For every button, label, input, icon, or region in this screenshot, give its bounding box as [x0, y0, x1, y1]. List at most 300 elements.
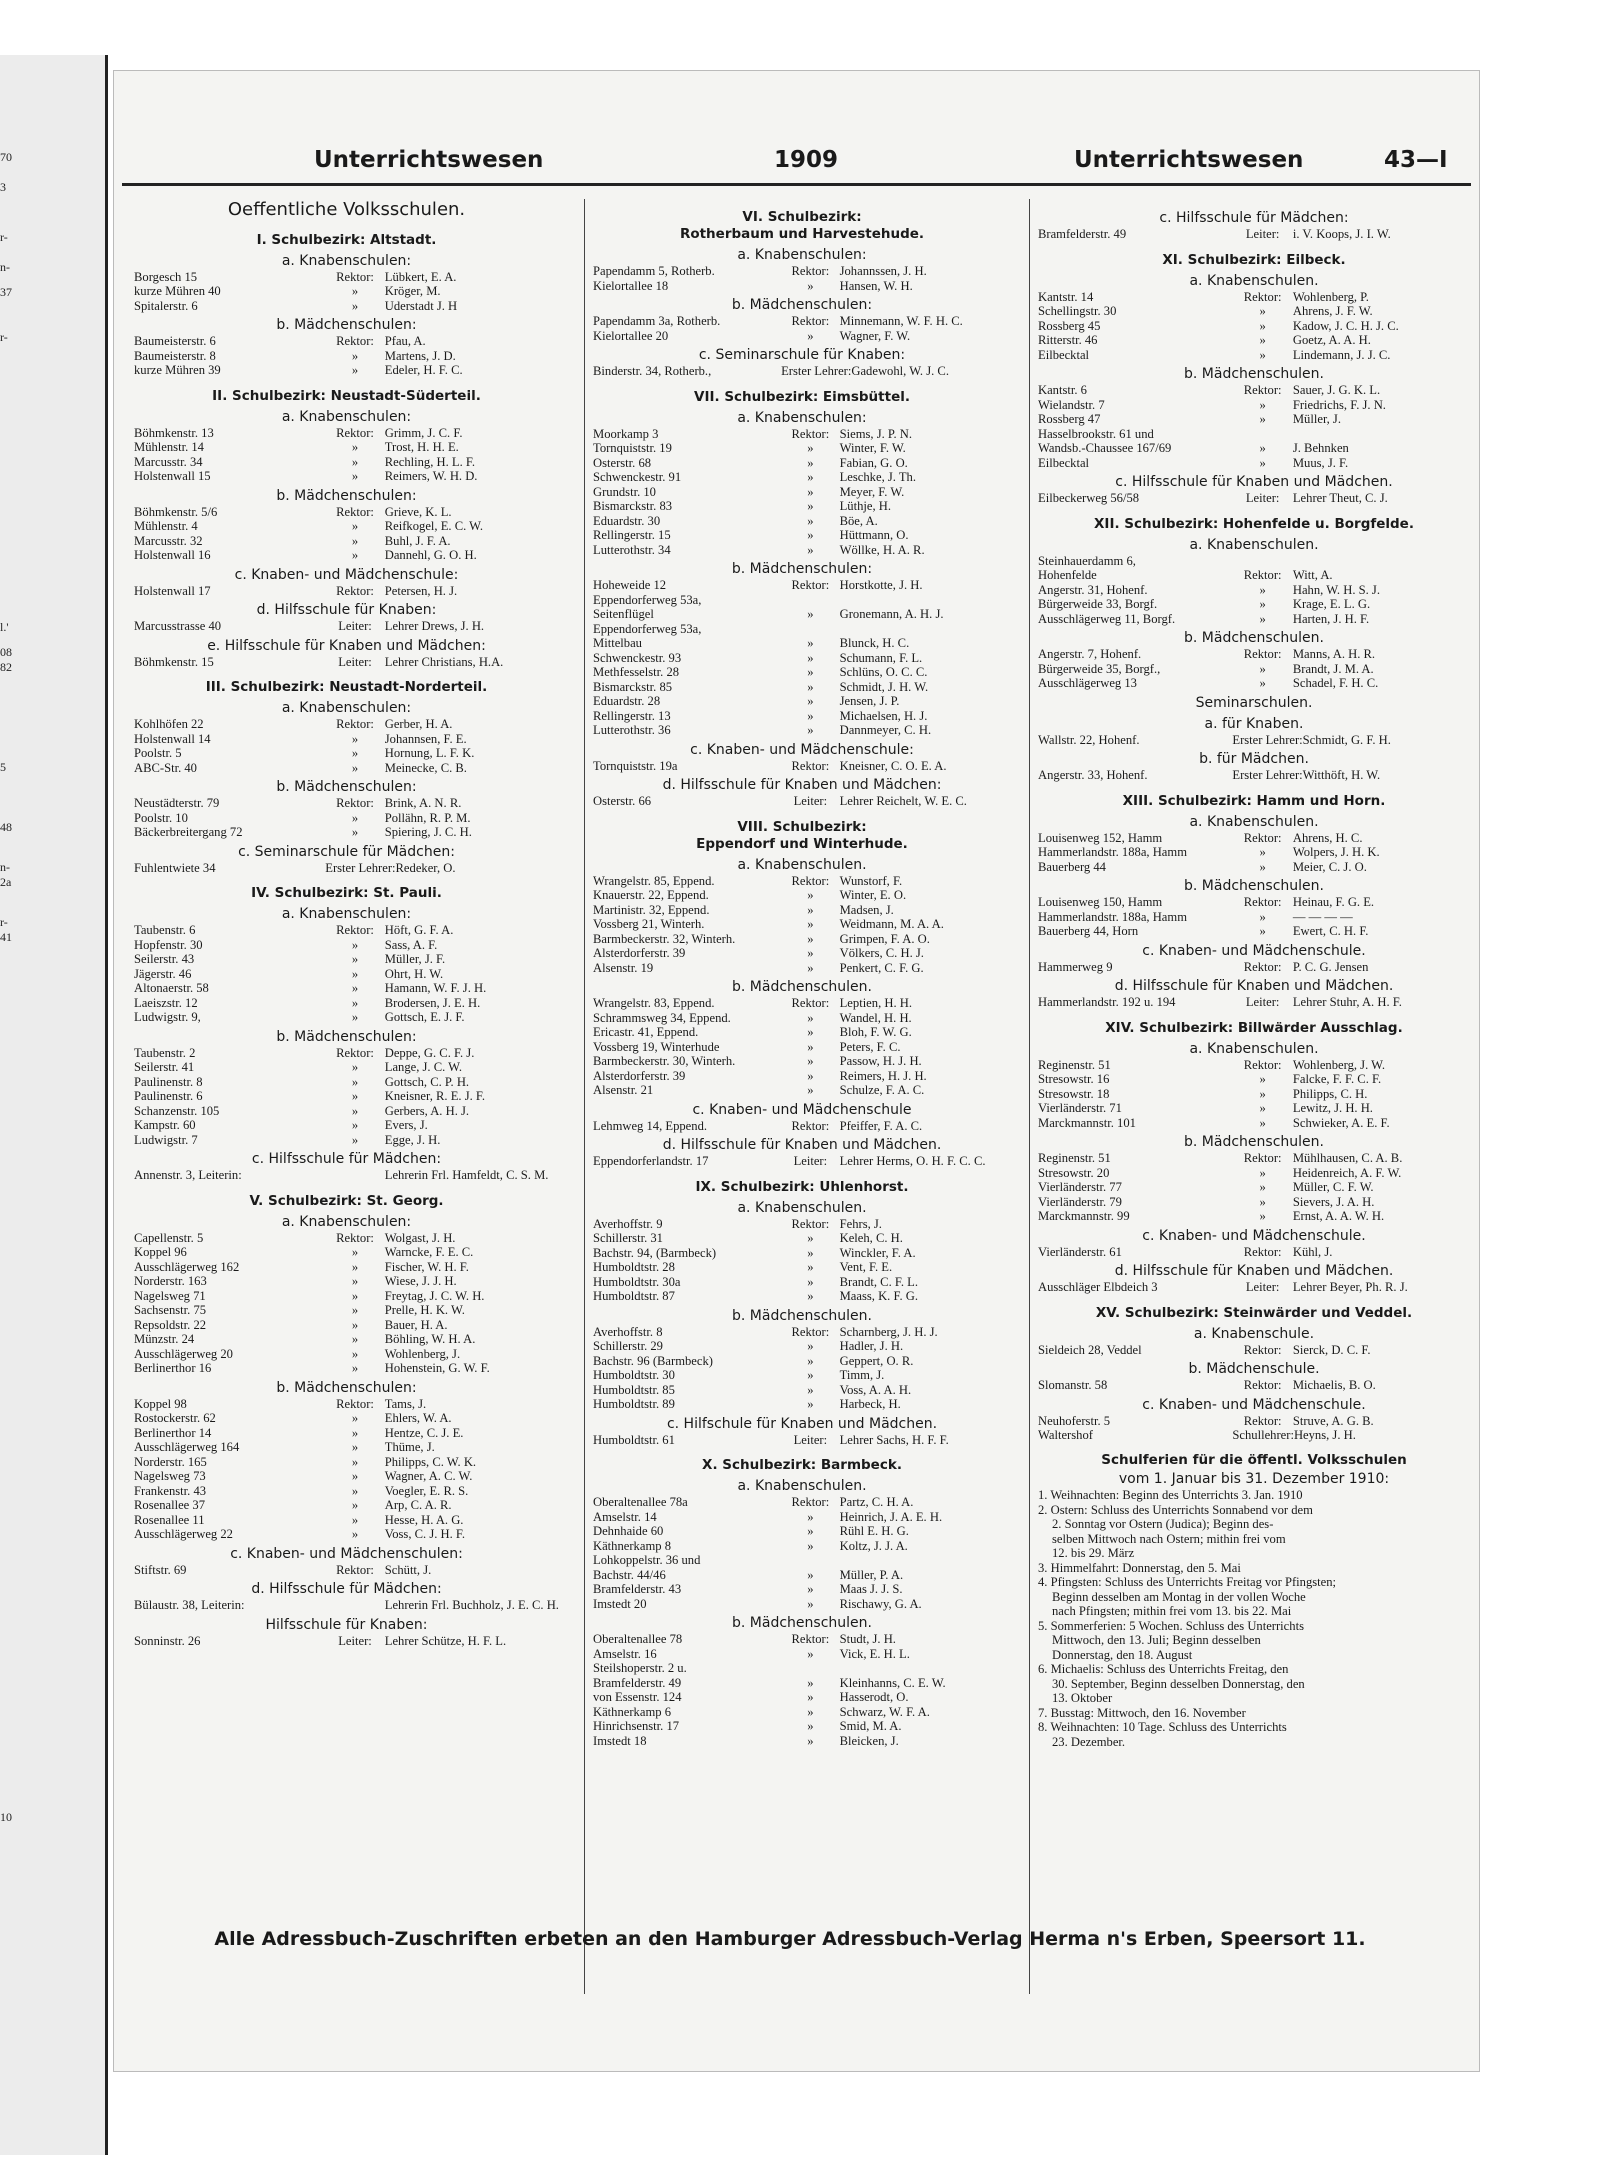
- school-address: Moorkamp 3: [593, 426, 659, 441]
- school-address: Steilshoperstr. 2 u.: [593, 1661, 687, 1675]
- school-address: Oberaltenallee 78a: [593, 1495, 688, 1509]
- school-entry: [134, 655, 559, 670]
- school-role: »: [807, 1025, 814, 1039]
- school-address: Koppel 98: [134, 1396, 187, 1411]
- school-address: Vossberg 19, Winterhude: [593, 1039, 720, 1054]
- school-address: Marckmannstr. 99: [1038, 1209, 1130, 1223]
- school-head: Schulze, F. A. C.: [839, 1083, 925, 1097]
- school-address: Koppel 96: [134, 1245, 187, 1259]
- school-role: »: [807, 1397, 814, 1411]
- school-entry: [1038, 1180, 1470, 1195]
- school-role: Leiter:: [338, 1633, 372, 1648]
- school-entry: [593, 665, 1011, 680]
- school-type-heading: a. Knabenschulen.: [737, 1478, 867, 1494]
- school-address: Rostockerstr. 62: [134, 1411, 216, 1425]
- school-address: Wrangelstr. 85, Eppend.: [593, 873, 715, 888]
- school-entry: [1038, 1378, 1470, 1393]
- school-role: »: [1259, 582, 1266, 597]
- school-address: Louisenweg 152, Hamm: [1038, 830, 1163, 845]
- school-address: Schwenckestr. 91: [593, 470, 682, 484]
- school-type-heading: a. Knabenschulen.: [1189, 1040, 1319, 1057]
- school-role: »: [351, 548, 359, 562]
- school-head: Vent, F. E.: [839, 1260, 893, 1274]
- school-role: »: [351, 952, 359, 966]
- school-type-heading: b. Mädchenschulen:: [276, 487, 417, 504]
- school-address: Kampstr. 60: [134, 1118, 196, 1132]
- school-head: Hüttmann, O.: [839, 528, 909, 542]
- school-role: »: [807, 1582, 814, 1596]
- school-type-heading: b. Mädchenschulen:: [731, 561, 873, 577]
- school-role: »: [351, 363, 359, 377]
- school-address: Ausschlägerweg 162: [134, 1259, 240, 1274]
- school-role: »: [1259, 859, 1266, 874]
- school-role: Rektor:: [1243, 568, 1282, 582]
- school-role: »: [807, 679, 814, 694]
- district-heading: Eppendorf und Winterhude.: [696, 835, 908, 852]
- school-role: »: [351, 1527, 359, 1541]
- header-year: 1909: [774, 147, 839, 173]
- school-head: Wöllke, H. A. R.: [839, 542, 925, 557]
- school-entry: [1038, 662, 1470, 677]
- school-role: »: [807, 1245, 814, 1260]
- school-role: Rektor:: [1243, 647, 1282, 661]
- school-head: Heinrich, J. A. E. H.: [839, 1509, 943, 1524]
- school-entry: [1038, 412, 1470, 427]
- school-address: Rosenallee 11: [134, 1512, 205, 1527]
- school-role: Rektor:: [336, 334, 374, 348]
- school-address: Humboldtstr. 85: [593, 1382, 675, 1397]
- school-head: Leschke, J. Th.: [839, 470, 916, 484]
- edge-mark: n-: [0, 260, 10, 274]
- school-address: Böhmkenstr. 15: [134, 654, 214, 669]
- school-role: »: [351, 1483, 359, 1498]
- school-type-heading: a. Knabenschulen:: [281, 252, 412, 269]
- school-head: Rischawy, G. A.: [839, 1596, 922, 1611]
- school-type-heading: b. Mädchenschulen.: [732, 1307, 872, 1324]
- school-role: »: [1259, 347, 1266, 362]
- school-entry: [134, 349, 559, 364]
- school-entry: [134, 1168, 559, 1183]
- school-head: Warncke, F. E. C.: [384, 1245, 474, 1259]
- school-role: »: [1259, 924, 1266, 938]
- school-role: »: [1259, 412, 1266, 426]
- school-head: Peters, F. C.: [839, 1039, 901, 1054]
- school-head: Leptien, H. H.: [839, 996, 913, 1010]
- holiday-line: nach Pfingsten; mithin frei vom 13. bis 22. Mai: [1052, 1604, 1292, 1618]
- school-role: Rektor:: [791, 426, 830, 441]
- school-address: Ausschlägerweg 22: [134, 1527, 233, 1541]
- document-title: Oeffentliche Volksschulen.: [227, 199, 466, 220]
- school-role: [781, 1661, 840, 1676]
- school-entry: [593, 694, 1011, 709]
- holiday-line: Donnerstag, den 18. August: [1052, 1647, 1193, 1662]
- school-role: »: [807, 1339, 814, 1353]
- school-address: Sachsenstr. 75: [134, 1303, 207, 1317]
- school-entry: [593, 1119, 1011, 1134]
- school-role: »: [1259, 1194, 1266, 1209]
- school-entry: [1038, 568, 1470, 583]
- school-role: »: [807, 1567, 814, 1582]
- district-section: [1038, 516, 1470, 783]
- school-entry: [593, 578, 1011, 593]
- school-head: Heinau, F. G. E.: [1292, 895, 1375, 909]
- district-section: [1038, 252, 1470, 506]
- school-entry: [1038, 924, 1470, 939]
- school-address: Mühlenstr. 14: [134, 440, 204, 454]
- school-role: Rektor:: [791, 1324, 830, 1339]
- school-head: Vick, E. H. L.: [839, 1646, 910, 1661]
- edge-mark: 41: [0, 930, 12, 944]
- school-role: »: [807, 694, 814, 708]
- district-heading: VIII. Schulbezirk:: [737, 818, 867, 835]
- school-role: Rektor:: [791, 264, 830, 278]
- school-type-heading: b. Mädchenschulen.: [732, 979, 872, 995]
- school-head: Koltz, J. J. A.: [839, 1538, 908, 1553]
- school-type-heading: c. Knaben- und Mädchenschule:: [234, 566, 459, 583]
- column-2: [584, 199, 1011, 1994]
- holiday-line: 8. Weihnachten: 10 Tage. Schluss des Unterrichts: [1038, 1720, 1287, 1734]
- school-entry: [593, 1719, 1011, 1734]
- school-type-heading: a. Knabenschule.: [1193, 1325, 1315, 1342]
- school-head: Kühl, J.: [1292, 1244, 1333, 1259]
- school-type-heading: a. Knabenschulen:: [737, 409, 867, 426]
- school-role: Rektor:: [336, 1396, 374, 1411]
- school-entry: [593, 709, 1011, 724]
- school-address: Norderstr. 165: [134, 1454, 207, 1469]
- school-entry: [1038, 348, 1470, 363]
- school-role: Leiter:: [793, 1432, 828, 1447]
- school-head: Tams, J.: [384, 1396, 427, 1411]
- school-address: Hammerlandstr. 188a, Hamm: [1038, 845, 1187, 859]
- school-head: Lehrerin Frl. Buchholz, J. E. C. H.: [384, 1598, 559, 1612]
- school-head: Brodersen, J. E. H.: [384, 995, 481, 1010]
- school-address: Sieldeich 28, Veddel: [1038, 1342, 1142, 1357]
- edge-mark: 10: [0, 1810, 12, 1824]
- school-head: Smid, M. A.: [839, 1719, 902, 1733]
- school-address: Alsenstr. 21: [593, 1083, 654, 1097]
- school-entry: [1038, 647, 1470, 662]
- school-role: Leiter:: [1245, 227, 1280, 241]
- school-head: Horstkotte, J. H.: [839, 578, 923, 592]
- school-address: Humboldtstr. 28: [593, 1260, 675, 1274]
- school-role: Leiter:: [338, 619, 372, 633]
- school-head: Winckler, F. A.: [839, 1245, 916, 1260]
- school-head: Gronemann, A. H. J.: [839, 607, 944, 621]
- school-type-heading: c. Hilfsschule für Mädchen:: [251, 1151, 442, 1167]
- school-address: Seilerstr. 41: [134, 1060, 195, 1074]
- school-role: »: [1259, 611, 1266, 626]
- school-head: Grimm, J. C. F.: [384, 425, 463, 440]
- school-head: [1293, 554, 1470, 569]
- school-entry: [593, 1690, 1011, 1705]
- school-address: Amselstr. 14: [593, 1509, 657, 1524]
- edge-mark: 48: [0, 820, 12, 834]
- school-address: Louisenweg 150, Hamm: [1038, 895, 1163, 909]
- school-role: »: [1259, 333, 1266, 347]
- school-address: Paulinenstr. 6: [134, 1089, 203, 1103]
- school-role: »: [1259, 676, 1266, 690]
- holiday-line: 1. Weihnachten: Beginn des Unterrichts 3. Jan. 1910: [1038, 1488, 1303, 1502]
- school-entry: [1038, 1280, 1470, 1295]
- school-entry: [593, 794, 1011, 809]
- edge-mark: 2a: [0, 875, 12, 889]
- school-role: Rektor:: [336, 717, 374, 731]
- school-entry: [593, 636, 1011, 651]
- school-address: Tornquiststr. 19a: [593, 758, 678, 773]
- school-head: Schadel, F. H. C.: [1292, 676, 1379, 690]
- school-entry: [134, 1303, 559, 1318]
- holiday-line: 30. September, Beginn desselben Donnerstag, den: [1052, 1676, 1305, 1691]
- school-address: Tornquiststr. 19: [593, 441, 672, 455]
- school-head: Bauer, H. A.: [384, 1317, 448, 1332]
- district-section: [593, 819, 1011, 1169]
- school-role: »: [351, 1454, 359, 1469]
- holiday-line: 13. Oktober: [1052, 1691, 1113, 1705]
- school-address: Mittelbau: [593, 636, 642, 650]
- school-entry: [134, 1260, 559, 1275]
- school-head: Voss, C. J. H. F.: [384, 1527, 466, 1541]
- school-entry: [1038, 304, 1470, 319]
- school-address: Vierländerstr. 77: [1038, 1180, 1122, 1194]
- school-address: Käthnerkamp 8: [593, 1538, 671, 1553]
- school-entry: [134, 1563, 559, 1578]
- school-address: Altonaerstr. 58: [134, 981, 209, 995]
- school-address: Wandsb.-Chaussee 167/69: [1038, 441, 1172, 455]
- school-head: Fehrs, J.: [839, 1216, 882, 1231]
- school-head: Gerber, H. A.: [384, 717, 453, 731]
- holiday-line: 7. Busstag: Mittwoch, den 16. November: [1038, 1705, 1246, 1720]
- school-address: Bramfelderstr. 43: [593, 1582, 682, 1596]
- school-entry: [593, 1339, 1011, 1354]
- school-entry: [593, 917, 1011, 932]
- school-address: Ludwigstr. 7: [134, 1132, 198, 1147]
- school-head: Rechling, H. L. F.: [384, 454, 476, 469]
- school-entry: [593, 1275, 1011, 1290]
- school-role: »: [351, 519, 359, 533]
- school-entry: [134, 811, 559, 826]
- school-role: »: [807, 650, 814, 665]
- school-address: Schwenckestr. 93: [593, 650, 682, 665]
- school-entry: [134, 825, 559, 840]
- school-role: »: [351, 284, 359, 298]
- school-address: Kielortallee 18: [593, 278, 669, 293]
- school-role: Erster Lehrer:: [1232, 768, 1303, 782]
- school-entry: [134, 1513, 559, 1528]
- school-entry: [1038, 1087, 1470, 1102]
- school-role: Rektor:: [791, 314, 830, 328]
- school-role: »: [351, 1103, 359, 1118]
- school-type-heading: b. Mädchenschulen.: [1184, 1134, 1324, 1150]
- school-head: Schmidt, J. H. W.: [839, 679, 929, 694]
- school-type-heading: b. Mädchenschulen:: [731, 297, 873, 313]
- school-address: Rellingerstr. 13: [593, 708, 671, 723]
- school-role: »: [351, 966, 359, 981]
- school-entry: [134, 519, 559, 534]
- school-role: »: [1259, 1086, 1266, 1101]
- school-role: Rektor:: [791, 1632, 830, 1646]
- district-heading: Rotherbaum und Harvestehude.: [679, 226, 925, 242]
- school-entry: [134, 455, 559, 470]
- school-entry: [134, 1318, 559, 1333]
- school-address: Holstenwall 15: [134, 469, 211, 483]
- school-entry: [593, 1734, 1011, 1749]
- school-role: »: [351, 981, 359, 995]
- school-role: [1232, 554, 1292, 569]
- school-address: Martinistr. 32, Eppend.: [593, 902, 710, 917]
- school-address: Osterstr. 66: [593, 794, 652, 808]
- school-role: Rektor:: [1243, 289, 1282, 304]
- school-entry: [1038, 597, 1470, 612]
- school-address: Bachstr. 96 (Barmbeck): [593, 1353, 713, 1368]
- school-head: Studt, J. H.: [839, 1632, 896, 1646]
- school-head: Petersen, H. J.: [384, 583, 458, 598]
- page: [113, 70, 1480, 2072]
- school-address: Norderstr. 163: [134, 1274, 207, 1288]
- school-head: Meyer, F. W.: [839, 484, 905, 499]
- school-head: Kneisner, C. O. E. A.: [839, 758, 947, 773]
- district-heading: I. Schulbezirk: Altstadt.: [256, 231, 437, 248]
- school-head: Hesse, H. A. G.: [384, 1512, 464, 1527]
- school-role: »: [1259, 845, 1266, 859]
- holiday-line: Beginn desselben am Montag in der vollen Woche: [1052, 1589, 1306, 1604]
- school-role: »: [1259, 1101, 1266, 1115]
- school-address: Angerstr. 33, Hohenf.: [1038, 768, 1148, 782]
- school-head: Wohlenberg, P.: [1292, 289, 1369, 304]
- school-type-heading: a. Knabenschulen.: [737, 1199, 867, 1216]
- school-address: Bramfelderstr. 49: [1038, 227, 1127, 241]
- school-entry: [134, 1245, 559, 1260]
- school-role: »: [1259, 1209, 1266, 1223]
- school-head: Reimers, H. J. H.: [839, 1068, 927, 1083]
- school-address: Berlinerthor 16: [134, 1361, 212, 1375]
- school-entry: [593, 1705, 1011, 1720]
- school-head: P. C. G. Jensen: [1292, 959, 1369, 974]
- school-head: Lehrerin Frl. Hamfeldt, C. S. M.: [384, 1168, 549, 1182]
- school-head: Schumann, F. L.: [839, 650, 923, 665]
- school-entry: [593, 1661, 1011, 1676]
- school-entry: [593, 543, 1011, 558]
- district-section: [134, 885, 559, 1183]
- school-role: »: [807, 278, 814, 293]
- school-address: Böhmkenstr. 5/6: [134, 504, 218, 519]
- school-address: Neuhoferstr. 5: [1038, 1413, 1111, 1428]
- school-head: Schlüns, O. C. C.: [839, 665, 928, 679]
- school-head: Timm, J.: [839, 1368, 885, 1382]
- school-role: »: [807, 455, 814, 470]
- school-address: Vierländerstr. 61: [1038, 1244, 1122, 1259]
- school-head: Lehrer Schütze, H. F. L.: [384, 1633, 507, 1648]
- school-type-heading: d. Hilfsschule für Knaben und Mädchen.: [1114, 1263, 1394, 1279]
- school-address: Bülaustr. 38, Leiterin:: [134, 1598, 245, 1612]
- school-role: »: [351, 1010, 359, 1024]
- school-entry: [134, 861, 559, 876]
- school-head: Lüthje, H.: [839, 499, 892, 513]
- school-head: Thüme, J.: [384, 1440, 435, 1454]
- school-entry: [593, 996, 1011, 1011]
- school-type-heading: a. Knabenschulen.: [1189, 536, 1319, 553]
- school-entry: [593, 441, 1011, 456]
- school-entry: [1038, 1166, 1470, 1181]
- school-entry: [134, 761, 559, 776]
- school-role: Erster Lehrer:: [781, 364, 852, 378]
- school-head: Buhl, J. F. A.: [384, 533, 451, 548]
- school-entry: [593, 961, 1011, 976]
- school-address: Schanzenstr. 105: [134, 1103, 220, 1118]
- school-address: Bauerberg 44: [1038, 859, 1106, 874]
- school-role: Erster Lehrer:: [1232, 732, 1303, 747]
- school-type-heading: a. Knabenschulen.: [1189, 813, 1319, 830]
- school-role: Schullehrer:: [1232, 1428, 1294, 1442]
- school-entry: [593, 759, 1011, 774]
- school-entry: [134, 1411, 559, 1426]
- school-address: Stiftstr. 69: [134, 1562, 187, 1577]
- holidays-subtitle: vom 1. Januar bis 31. Dezember 1910:: [1118, 1471, 1390, 1487]
- school-address: kurze Mühren 39: [134, 363, 221, 377]
- school-entry: [134, 1089, 559, 1104]
- school-address: kurze Mühren 40: [134, 284, 221, 298]
- holiday-line: 2. Sonntag vor Ostern (Judica); Beginn des-: [1052, 1517, 1274, 1531]
- school-head: Ehlers, W. A.: [384, 1411, 452, 1425]
- school-address: Poolstr. 5: [134, 746, 182, 760]
- school-address: Frankenstr. 43: [134, 1483, 207, 1498]
- school-entry: [593, 1040, 1011, 1055]
- school-head: Voegler, E. R. S.: [384, 1483, 469, 1498]
- district-heading: V. Schulbezirk: St. Georg.: [249, 1192, 444, 1209]
- district-section: [1038, 1305, 1470, 1443]
- school-role: »: [351, 825, 359, 839]
- school-entry: [593, 1217, 1011, 1232]
- school-entry: [134, 469, 559, 484]
- school-entry: [593, 1647, 1011, 1662]
- school-entry: [134, 1347, 559, 1362]
- school-head: Gerbers, A. H. J.: [384, 1103, 470, 1118]
- running-head: [114, 147, 1479, 187]
- school-entry: [134, 334, 559, 349]
- school-head: Evers, J.: [384, 1118, 428, 1132]
- school-address: Paulinenstr. 8: [134, 1074, 203, 1089]
- school-head: Wandel, H. H.: [839, 1010, 912, 1025]
- school-address: Ausschlägerweg 13: [1038, 676, 1137, 690]
- school-head: Michaelsen, H. J.: [839, 708, 928, 723]
- school-head: Weidmann, M. A. A.: [839, 917, 944, 931]
- school-type-heading: b. Mädchenschulen.: [1184, 878, 1324, 894]
- school-head: [840, 1553, 1011, 1568]
- school-entry: [593, 456, 1011, 471]
- school-entry: [134, 938, 559, 953]
- school-role: »: [351, 937, 359, 952]
- school-role: »: [807, 607, 814, 621]
- school-head: Edeler, H. F. C.: [384, 363, 463, 377]
- school-address: Bürgerweide 33, Borgf.: [1038, 597, 1158, 611]
- school-role: »: [351, 1245, 359, 1259]
- school-role: »: [1259, 1180, 1266, 1194]
- school-role: Rektor:: [1243, 1378, 1282, 1392]
- school-address: Vossberg 21, Winterh.: [593, 917, 705, 931]
- school-entry: [1038, 1428, 1470, 1443]
- school-role: Rektor:: [791, 1495, 830, 1509]
- school-head: Wolgast, J. H.: [384, 1230, 456, 1245]
- school-address: Rossberg 45: [1038, 318, 1101, 333]
- school-head: Arp, C. A. R.: [384, 1498, 452, 1512]
- school-entry: [593, 1568, 1011, 1583]
- school-head: Schwarz, W. F. A.: [839, 1704, 930, 1719]
- school-head: Minnemann, W. F. H. C.: [839, 314, 963, 328]
- school-address: Bachstr. 94, (Barmbeck): [593, 1245, 717, 1260]
- edge-mark: 5: [0, 760, 6, 774]
- school-address: Hammerweg 9: [1038, 959, 1113, 974]
- school-role: »: [807, 1068, 814, 1083]
- school-role: Rektor:: [1243, 1151, 1282, 1165]
